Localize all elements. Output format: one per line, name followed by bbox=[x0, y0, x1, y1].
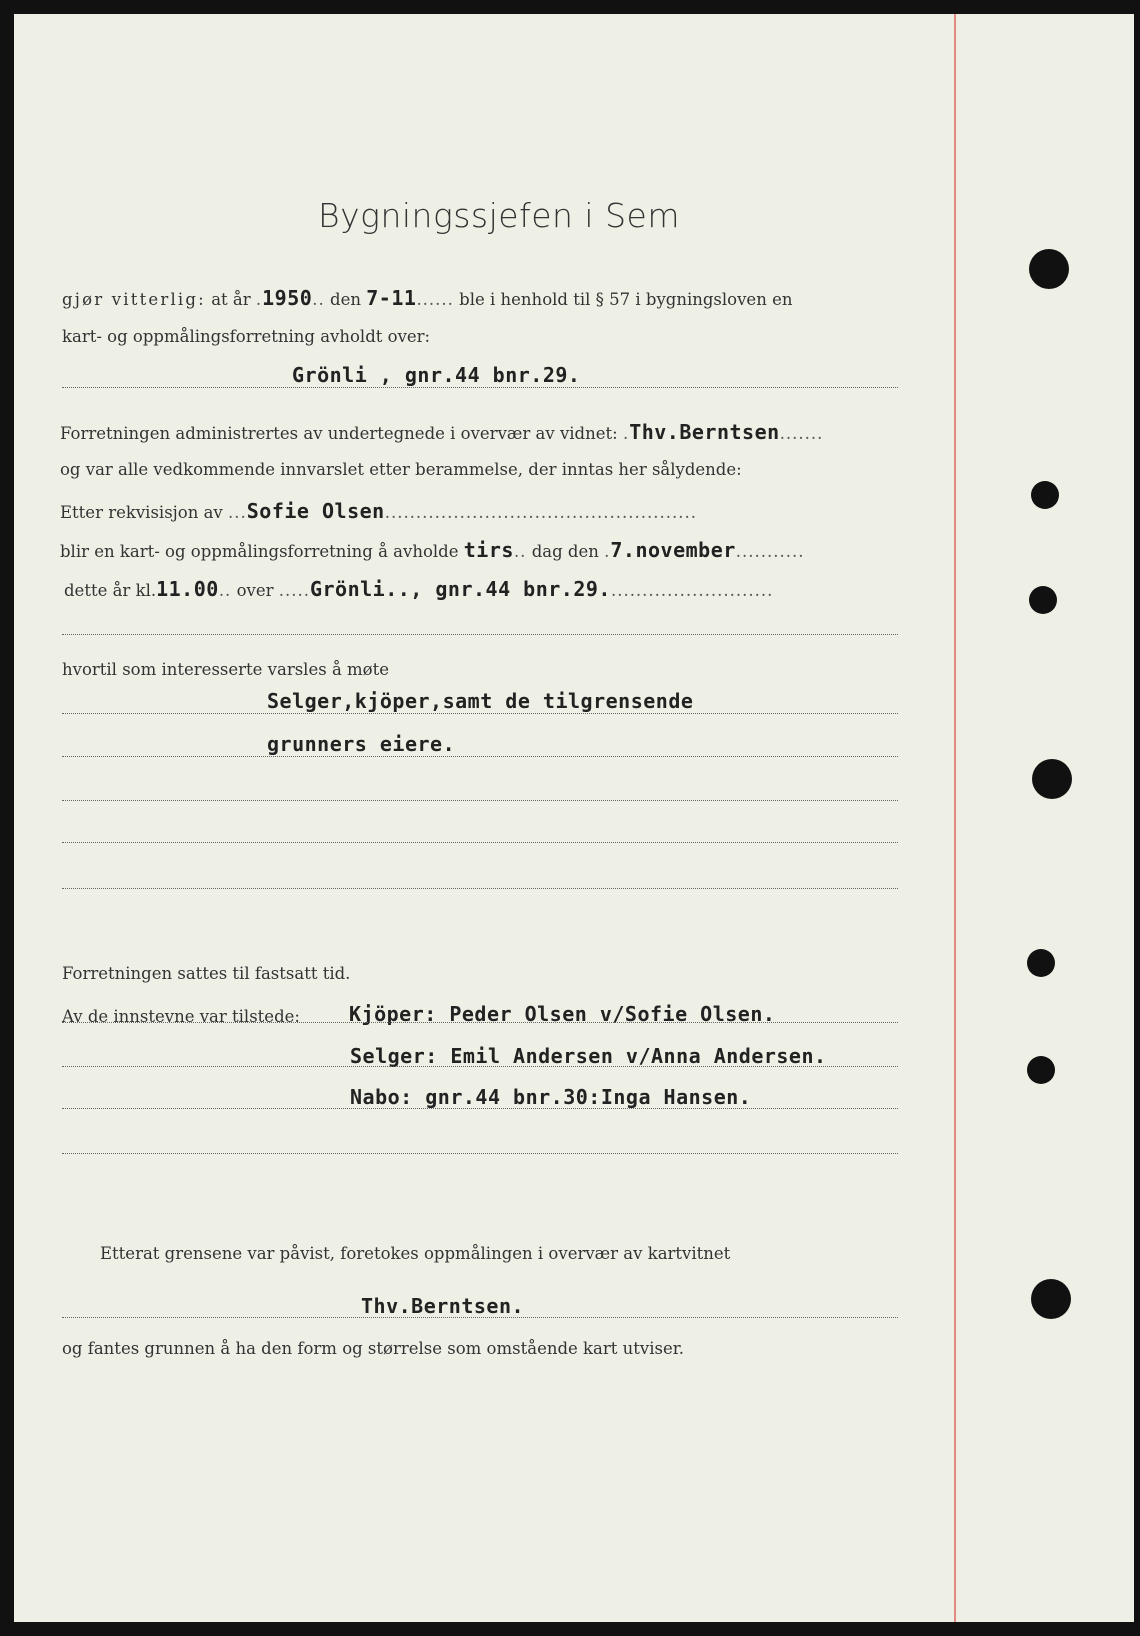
invite-label: hvortil som interesserte varsles å møte bbox=[62, 660, 389, 679]
time-label: dette år kl. bbox=[64, 581, 157, 600]
ruled-line bbox=[62, 888, 898, 889]
map-witness: Thv.Berntsen. bbox=[361, 1294, 525, 1318]
measuring-text: Etterat grensene var påvist, foretokes oppmålingen i overvær av kartvitnet bbox=[100, 1244, 731, 1263]
closing-text: og fantes grunnen å ha den form og størrelse som omstående kart utviser. bbox=[62, 1339, 685, 1358]
declaration-line: gjør vitterlig: at år .1950.. den 7-11...... ble i henhold til § 57 i bygningsloven en bbox=[62, 286, 793, 310]
requisition-line: Etter rekvisisjon av ...Sofie Olsen.................................................. bbox=[60, 499, 697, 523]
present-person: Kjöper: Peder Olsen v/Sofie Olsen. bbox=[349, 1002, 776, 1026]
requisitioner-name: Sofie Olsen bbox=[246, 499, 385, 523]
time-place-line: dette år kl.11.00.. over .....Grönli.., gnr.44 bnr.29........................... bbox=[64, 577, 774, 601]
ruled-line bbox=[62, 1066, 898, 1067]
margin-line bbox=[954, 14, 956, 1622]
at-year-label: at år bbox=[211, 290, 251, 309]
time-value: 11.00 bbox=[156, 577, 219, 601]
declaration-line-2: kart- og oppmålingsforretning avholdt over: bbox=[62, 327, 431, 346]
punch-hole bbox=[1031, 1279, 1071, 1319]
ruled-line bbox=[62, 756, 898, 757]
schedule-line: blir en kart- og oppmålingsforretning å avholde tirs.. dag den .7.november........... bbox=[60, 538, 805, 562]
ruled-line bbox=[62, 800, 898, 801]
ruled-line bbox=[62, 842, 898, 843]
punch-hole bbox=[1027, 1056, 1055, 1084]
punch-hole bbox=[1027, 949, 1055, 977]
ruled-line bbox=[62, 387, 898, 388]
invitee-line: Selger,kjöper,samt de tilgrensende bbox=[267, 689, 694, 713]
punch-hole bbox=[1031, 481, 1059, 509]
document-title: Bygningssjefen i Sem bbox=[318, 196, 680, 235]
administered-label: Forretningen administrertes av undertegnede i overvær av vidnet: bbox=[60, 424, 618, 443]
ruled-line bbox=[62, 634, 898, 635]
intro-text: gjør vitterlig: bbox=[62, 290, 206, 309]
present-person: Selger: Emil Andersen v/Anna Andersen. bbox=[350, 1044, 827, 1068]
date-value: 7-11 bbox=[366, 286, 417, 310]
present-person: Nabo: gnr.44 bnr.30:Inga Hansen. bbox=[350, 1085, 752, 1109]
held-on-time: Forretningen sattes til fastsatt tid. bbox=[62, 964, 351, 983]
ruled-line bbox=[62, 1153, 898, 1154]
ruled-line bbox=[62, 713, 898, 714]
property-field: Grönli , gnr.44 bnr.29. bbox=[292, 363, 581, 387]
administered-line: Forretningen administrertes av undertegnede i overvær av vidnet: .Thv.Berntsen....... bbox=[60, 420, 824, 444]
year-value: 1950 bbox=[262, 286, 313, 310]
over-label: over bbox=[236, 581, 274, 600]
meeting-date: 7.november bbox=[610, 538, 736, 562]
weekday-value: tirs bbox=[463, 538, 514, 562]
ruled-line bbox=[62, 1317, 898, 1318]
dag-den-label: dag den bbox=[531, 542, 599, 561]
witness-name: Thv.Berntsen bbox=[629, 420, 780, 444]
punch-hole bbox=[1029, 586, 1057, 614]
document-page bbox=[14, 14, 1134, 1622]
place-value: Grönli.., gnr.44 bnr.29. bbox=[309, 577, 611, 601]
punch-hole bbox=[1029, 249, 1069, 289]
present-label: Av de innstevne var tilstede: bbox=[62, 1007, 300, 1026]
invitee-line: grunners eiere. bbox=[267, 732, 456, 756]
schedule-label: blir en kart- og oppmålingsforretning å avholde bbox=[60, 542, 459, 561]
den-label: den bbox=[330, 290, 362, 309]
statute-text: ble i henhold til § 57 i bygningsloven en bbox=[459, 290, 793, 309]
requisition-label: Etter rekvisisjon av bbox=[60, 503, 223, 522]
ruled-line bbox=[62, 1108, 898, 1109]
punch-hole bbox=[1032, 759, 1072, 799]
ruled-line bbox=[62, 1022, 898, 1023]
notified-line: og var alle vedkommende innvarslet etter berammelse, der inntas her sålydende: bbox=[60, 460, 742, 479]
